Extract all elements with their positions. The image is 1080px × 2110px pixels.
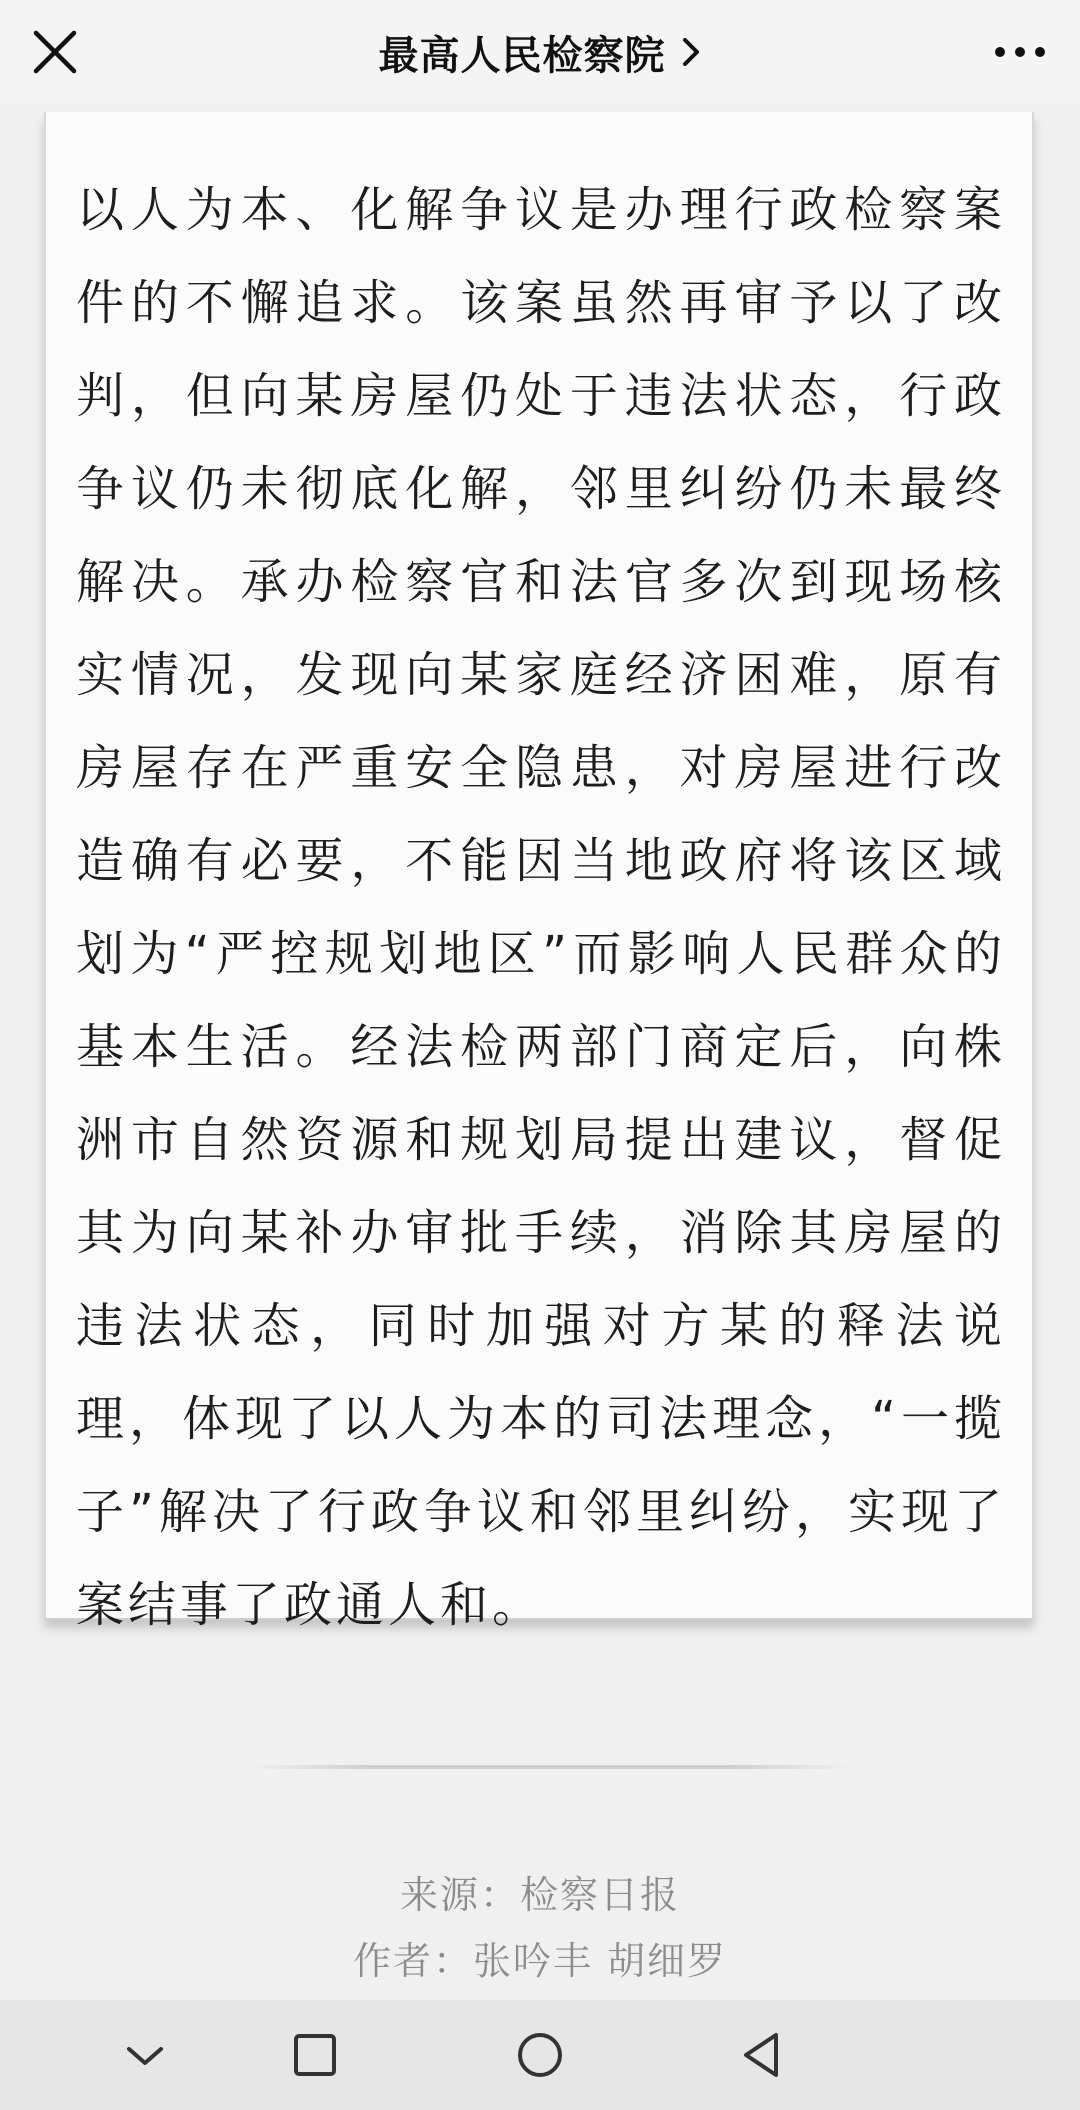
article-card bbox=[44, 112, 1034, 1633]
home-button[interactable] bbox=[507, 2022, 573, 2088]
account-title-button[interactable] bbox=[0, 20, 1080, 84]
article-author: 作者：张吟丰 胡细罗 bbox=[352, 1939, 728, 1983]
system-navigation-bar bbox=[0, 2000, 1080, 2110]
recent-apps-icon bbox=[282, 2022, 348, 2088]
home-icon bbox=[507, 2022, 573, 2088]
collapse-nav-button[interactable] bbox=[112, 2022, 178, 2088]
more-button[interactable] bbox=[990, 28, 1050, 76]
collapse-icon bbox=[112, 2022, 178, 2088]
article-source: 来源：检察日报 bbox=[399, 1873, 680, 1917]
chevron-right-icon bbox=[680, 35, 702, 69]
section-divider bbox=[250, 1765, 850, 1769]
back-icon bbox=[730, 2022, 796, 2088]
top-bar bbox=[0, 0, 1080, 104]
back-button[interactable] bbox=[730, 2022, 796, 2088]
recent-apps-button[interactable] bbox=[282, 2022, 348, 2088]
article-body: 以人为本、化解争议是办理行政检察案件的不懈追求。该案虽然再审予以了改判，但向某房屋仍处于违法状态，行政争议仍未彻底化解，邻里纠纷仍未最终解决。承办检察官和法官多次到现场核实情况，发现向某家庭经济困难，原有房屋存在严重安全隐患，对房屋进行改造确有必要，不能因当地政府将该区域划为“严控规划地区”而影响人民群众的基本生活。经法检两部门商定后，向株洲市自然资源和规划局提出建议，督促其为向某补办审批手续，消除其房屋的违法状态，同时加强对方某的释法说理，体现了以人为本的司法理念，“一揽子”解决了行政争议和邻里纠纷，实现了案结事了政通人和。 bbox=[76, 182, 1006, 1633]
account-title: 最高人民检察院 bbox=[378, 32, 666, 79]
more-icon bbox=[990, 28, 1050, 76]
